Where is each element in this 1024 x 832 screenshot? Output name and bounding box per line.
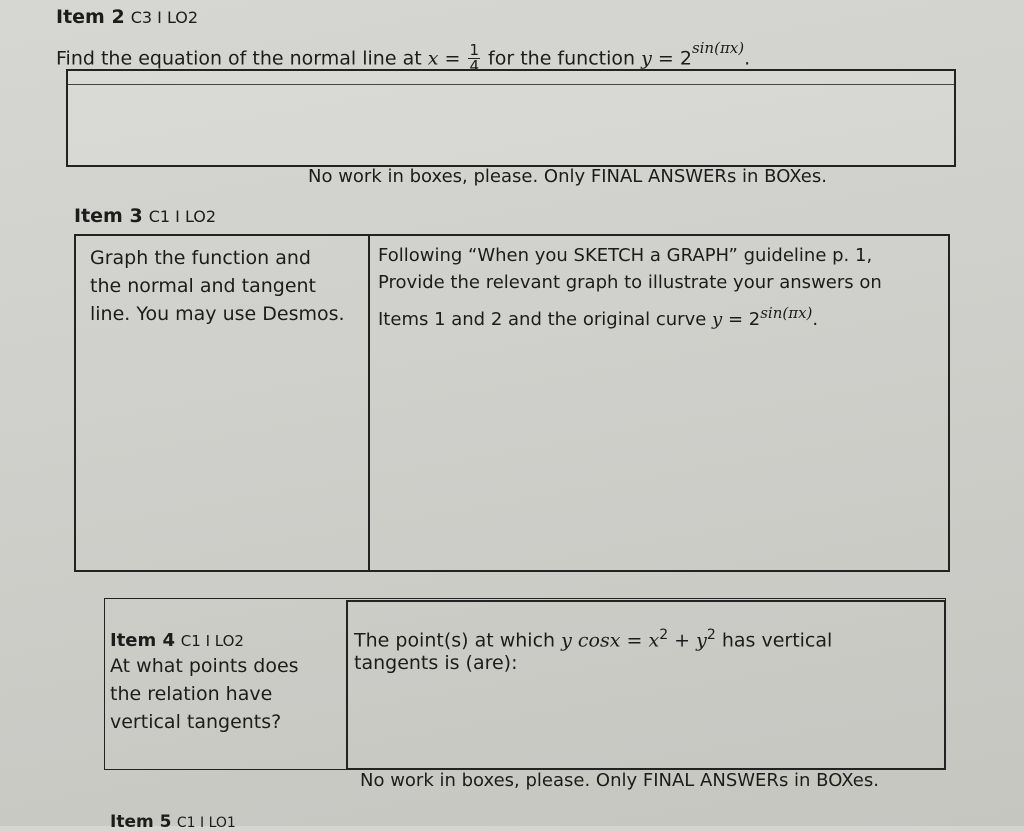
item2-x-var: x [427, 47, 439, 70]
item5-header [110, 812, 236, 832]
item3-left-line: the normal and tangent [90, 275, 316, 297]
item3-instructions [90, 244, 345, 328]
item4-question-line: vertical tangents? [110, 711, 282, 733]
item4-question [110, 652, 299, 736]
item5-heading: Item 5 [110, 812, 172, 832]
item3-header [74, 205, 216, 227]
item2-heading: Item 2 [56, 6, 125, 28]
item3-code: C1 I LO2 [148, 207, 217, 226]
item4-x-power: 2 [659, 627, 669, 643]
item3-right-last: Items 1 and 2 and the original curve [378, 309, 707, 330]
item3-base: 2 [748, 309, 761, 330]
item2-y-var: y [641, 47, 652, 70]
note-final-answers-2: No work in boxes, please. Only FINAL ANSWERs in BOXes. [360, 770, 879, 791]
item4-equation-lhs: y cosx [561, 629, 621, 652]
item4-equals: = [626, 629, 643, 652]
item3-left-line: Graph the function and [90, 247, 311, 269]
item3-exponent: sin(πx) [760, 304, 813, 322]
item2-fraction-denominator: 4 [469, 57, 479, 76]
item4-answer-line2: tangents is (are): [354, 652, 518, 674]
item4-x-var: x [648, 629, 660, 652]
item3-graph-area[interactable] [370, 330, 948, 570]
item4-y-power: 2 [706, 627, 716, 643]
item3-right-line: Following “When you SKETCH a GRAPH” guideline p. 1, [378, 245, 873, 266]
item3-equals: = [727, 309, 744, 330]
note-final-answers-1: No work in boxes, please. Only FINAL ANSWERs in BOXes. [308, 166, 827, 187]
item2-fraction-numerator: 1 [469, 41, 479, 60]
item3-heading: Item 3 [74, 205, 143, 227]
item2-prompt-mid: for the function [488, 47, 636, 70]
item2-prompt-pre: Find the equation of the normal line at [56, 47, 422, 70]
item4-header [110, 630, 244, 651]
item4-plus: + [674, 629, 691, 652]
item2-code: C3 I LO2 [130, 8, 199, 27]
item3-guideline [378, 242, 882, 333]
item4-answer-prompt [354, 620, 832, 655]
item3-period: . [812, 309, 819, 330]
item3-y-var: y [712, 309, 723, 330]
item4-question-line: the relation have [110, 683, 273, 705]
item2-prompt [56, 32, 751, 76]
item2-equals: = [444, 47, 461, 70]
item2-answer-box-rule [68, 84, 954, 85]
item4-answer-pre: The point(s) at which [354, 629, 556, 652]
item3-left-line: line. You may use Desmos. [90, 303, 345, 325]
item2-period: . [744, 47, 751, 70]
item3-right-line-curve [378, 300, 882, 333]
item4-question-line: At what points does [110, 655, 299, 677]
item4-code: C1 I LO2 [180, 632, 244, 650]
item4-answer-post: has vertical [721, 629, 833, 652]
item2-exponent: sin(πx) [691, 39, 745, 57]
item5-code: C1 I LO1 [176, 815, 236, 831]
item2-header [56, 6, 198, 28]
item4-y-var: y [696, 629, 707, 652]
item4-heading: Item 4 [110, 630, 176, 651]
item2-base: 2 [679, 47, 692, 70]
item2-equals-2: = [657, 47, 674, 70]
item3-right-line: Provide the relevant graph to illustrate your answers on [378, 272, 882, 293]
